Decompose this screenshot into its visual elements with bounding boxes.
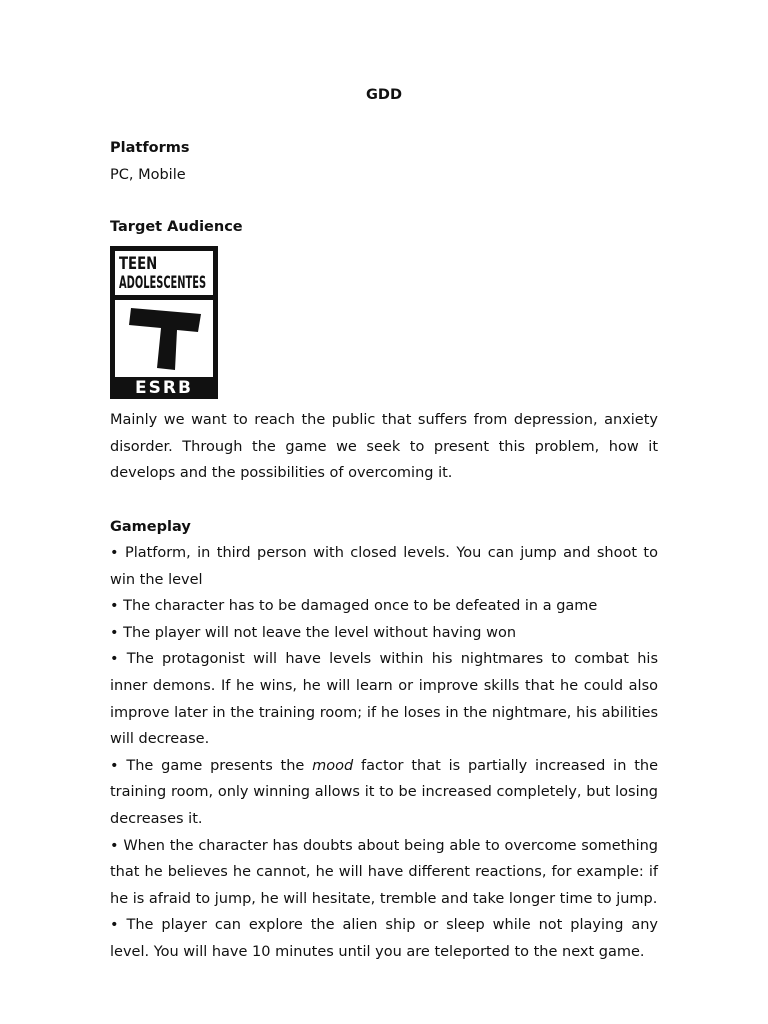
target-audience-heading: Target Audience [110, 219, 243, 235]
platforms-text: PC, Mobile [110, 167, 186, 183]
esrb-rating-line1: TEEN [119, 254, 158, 274]
platforms-heading: Platforms [110, 140, 190, 156]
esrb-t-letter-icon [115, 300, 213, 377]
esrb-teen-rating-logo [110, 246, 218, 399]
esrb-rating-line2: ADOLESCENTES [119, 273, 207, 293]
gameplay-bullet-list [110, 540, 658, 966]
mood-emphasis: mood [312, 757, 354, 774]
esrb-letter-box [115, 300, 213, 377]
bullet-5-after: factor that is partially increased in the training room, only winning allows it to be increased completely, but losing decreases it. [110, 757, 658, 827]
esrb-rating-label-box [115, 251, 213, 295]
gameplay-bullet-5 [110, 753, 658, 833]
gameplay-heading: Gameplay [110, 519, 191, 535]
document-title: GDD [366, 87, 402, 103]
gameplay-bullet-1: • Platform, in third person with closed levels. You can jump and shoot to win the level [110, 545, 658, 588]
gameplay-bullet-3: • The player will not leave the level without having won [110, 624, 517, 641]
gameplay-bullet-7: • The player can explore the alien ship or sleep while not playing any level. You will have 10 minutes until you are teleported to the next game. [110, 917, 658, 960]
esrb-footer-label: ESRB [135, 378, 193, 398]
gameplay-bullet-4: • The protagonist will have levels within his nightmares to combat his inner demons. If he wins, he will learn or improve skills that he could also improve later in the training room; if he loses in the nightmare, his abilities will decrease. [110, 651, 658, 748]
gameplay-bullet-2: • The character has to be damaged once to be defeated in a game [110, 598, 598, 615]
bullet-5-before: • The game presents the [110, 757, 313, 774]
gameplay-bullet-6: • When the character has doubts about being able to overcome something that he believes he cannot, he will have different reactions, for example: if he is afraid to jump, he will hesitate, tremble and take longer time to jump. [110, 837, 658, 907]
target-audience-paragraph: Mainly we want to reach the public that suffers from depression, anxiety disorder. Through the game we seek to present this problem, how it develops and the possibilities of overcoming it. [110, 412, 658, 482]
